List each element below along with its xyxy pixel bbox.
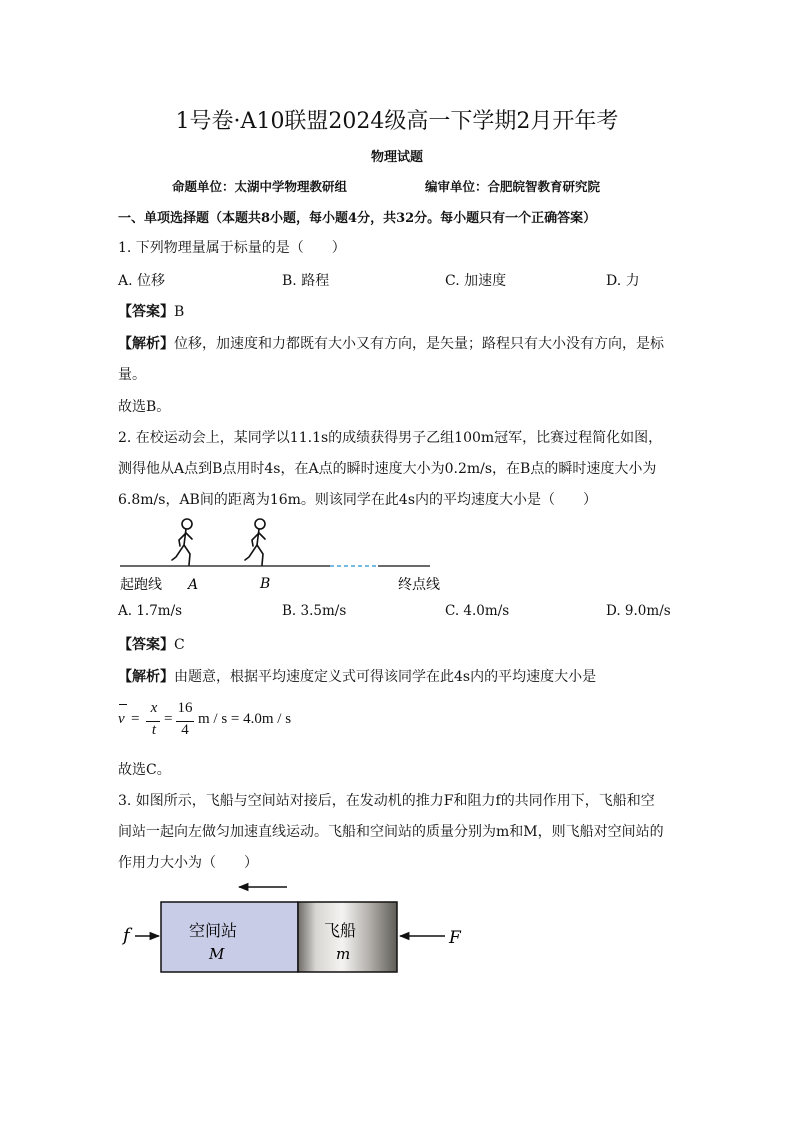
q3-stem-line3: 作用力大小为（ ） xyxy=(118,855,258,871)
runner-a-icon xyxy=(172,519,192,565)
q2-stem-line2: 测得他从A点到B点用时4s，在A点的瞬时速度大小为0.2m/s，在B点的瞬时速度大小为 xyxy=(118,461,657,477)
finish-line-label: 终点线 xyxy=(398,577,440,593)
q2-stem-line3: 6.8m/s，AB间的距离为16m。则该同学在此4s内的平均速度大小是（ ） xyxy=(118,492,598,508)
race-track-figure xyxy=(110,512,460,596)
q3-stem-line1: 3. 如图所示，飞船与空间站对接后，在发动机的推力F和阻力f的共同作用下，飞船和空 xyxy=(118,793,655,809)
q2-answer xyxy=(118,634,185,654)
q1-analysis xyxy=(118,333,664,353)
thrust-F-label: F xyxy=(449,928,461,948)
start-line-label: 起跑线 xyxy=(120,577,162,593)
q1-conclusion: 故选B。 xyxy=(118,399,171,415)
q1-analysis-cont: 量。 xyxy=(118,367,146,383)
average-velocity-formula: v = x t = 16 4 m / s = 4.0m / s xyxy=(118,700,292,738)
q1-option-c: C. 加速度 xyxy=(445,273,507,289)
q1-answer xyxy=(118,301,184,321)
q2-analysis xyxy=(118,666,596,686)
author-unit: 命题单位：太湖中学物理教研组 xyxy=(172,179,348,194)
q2-option-b: B. 3.5m/s xyxy=(282,603,347,619)
spaceship-label: 飞船 xyxy=(324,921,357,940)
q2-stem-line1: 2. 在校运动会上，某同学以11.1s的成绩获得男子乙组100m冠军，比赛过程简化如图， xyxy=(118,430,663,446)
q2-option-d: D. 9.0m/s xyxy=(606,603,671,619)
formula-den-4: 4 xyxy=(181,722,189,738)
analysis-text: 位移，加速度和力都既有大小又有方向，是矢量；路程只有大小没有方向，是标 xyxy=(174,336,664,352)
answer-tag: 【答案】 xyxy=(118,304,174,320)
q1-option-a: A. 位移 xyxy=(118,273,166,289)
spacecraft-docking-figure xyxy=(115,876,475,980)
q2-option-c: C. 4.0m/s xyxy=(445,603,510,619)
q1-stem: 1. 下列物理量属于标量的是（ ） xyxy=(118,240,346,256)
formula-num-16: 16 xyxy=(177,700,193,716)
ship-mass-label: m xyxy=(336,945,351,963)
q2-conclusion: 故选C。 xyxy=(118,762,171,778)
answer-value: B xyxy=(174,304,185,320)
review-unit: 编审单位：合肥皖智教育研究院 xyxy=(425,179,601,194)
analysis-tag: 【解析】 xyxy=(118,669,174,685)
q1-option-d: D. 力 xyxy=(606,273,640,289)
station-mass-label: M xyxy=(209,945,225,963)
analysis-text: 由题意，根据平均速度定义式可得该同学在此4s内的平均速度大小是 xyxy=(174,669,597,685)
page-title: 1号卷·A10联盟2024级高一下学期2月开年考 xyxy=(175,109,619,134)
formula-num-x: x xyxy=(150,700,158,716)
point-b-label: B xyxy=(260,576,271,592)
point-a-label: A xyxy=(188,577,199,593)
q2-option-a: A. 1.7m/s xyxy=(118,603,183,619)
page-subtitle: 物理试题 xyxy=(370,150,423,165)
runner-b-icon xyxy=(245,519,265,565)
answer-value: C xyxy=(174,637,185,653)
section-heading: 一、单项选择题（本题共8小题，每小题4分，共32分。每小题只有一个正确答案） xyxy=(118,211,597,226)
overbar xyxy=(119,704,127,705)
analysis-tag: 【解析】 xyxy=(118,336,174,352)
formula-result: m / s = 4.0m / s xyxy=(198,711,292,727)
formula-v-bar: v xyxy=(118,711,125,727)
answer-tag: 【答案】 xyxy=(118,637,174,653)
q3-stem-line2: 间站一起向左做匀加速直线运动。飞船和空间站的质量分别为m和M，则飞船对空间站的 xyxy=(118,824,664,840)
q1-option-b: B. 路程 xyxy=(282,273,330,289)
space-station-label: 空间站 xyxy=(189,921,238,940)
resistance-f-label: f xyxy=(123,925,130,946)
formula-den-t: t xyxy=(151,722,157,738)
